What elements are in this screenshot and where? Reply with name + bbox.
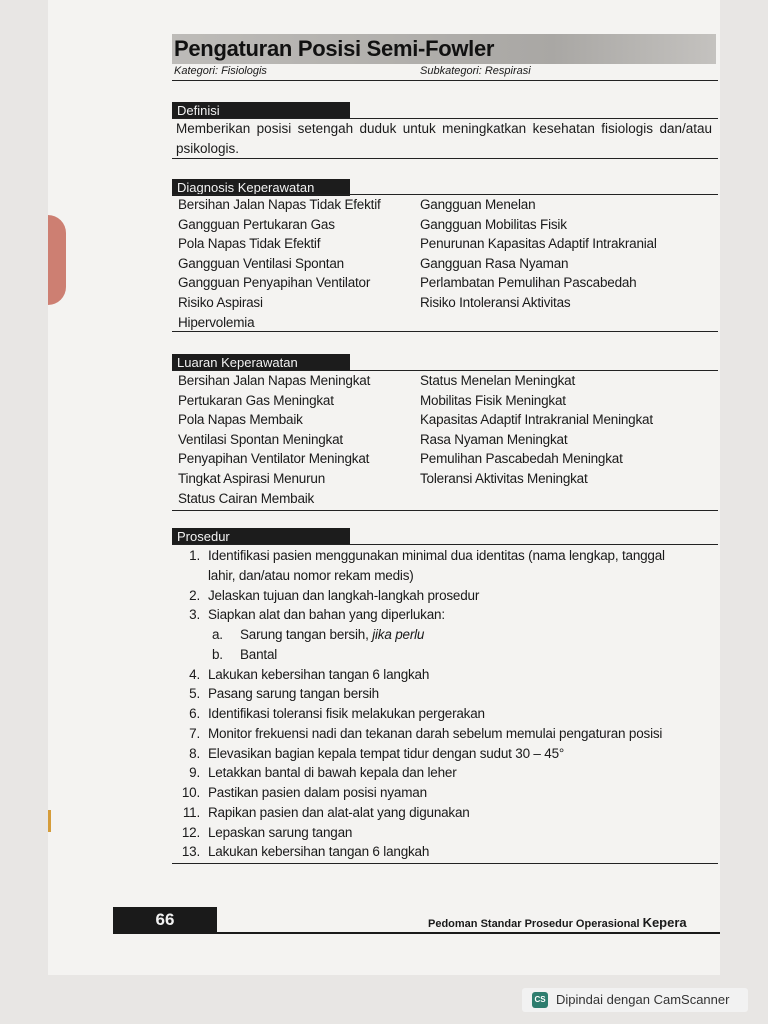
prosedur-number: 7. [189, 725, 200, 741]
prosedur-number: 10. [181, 785, 200, 800]
prosedur-text: Lakukan kebersihan tangan 6 langkah [208, 666, 430, 682]
luaran-item: Pertukaran Gas Meningkat [178, 392, 334, 408]
prosedur-item [172, 823, 720, 843]
prosedur-text: Identifikasi toleransi fisik melakukan pergerakan [208, 706, 485, 721]
diagnosis-item: Gangguan Penyapihan Ventilator [178, 275, 371, 291]
prosedur-text: Jelaskan tujuan dan langkah-langkah prosedur [208, 587, 480, 603]
footer-text [428, 915, 720, 930]
prosedur-text: Identifikasi pasien menggunakan minimal dua identitas (nama lengkap, tanggal [208, 548, 665, 563]
section-line [172, 544, 718, 545]
section-line [172, 863, 718, 864]
prosedur-number: 8. [189, 745, 200, 761]
section-line [172, 510, 718, 511]
prosedur-number: 12. [181, 824, 200, 840]
prosedur-text: Rapikan pasien dan alat-alat yang digunakan [208, 804, 470, 820]
luaran-item: Bersihan Jalan Napas Meningkat [178, 373, 371, 388]
prosedur-item [172, 665, 720, 685]
prosedur-number: 6. [189, 706, 200, 721]
prosedur-subitem [172, 645, 720, 665]
title-rule [172, 80, 718, 81]
subitem-letter: a. [212, 627, 223, 642]
prosedur-item [172, 842, 720, 862]
diagnosis-item: Gangguan Mobilitas Fisik [420, 216, 567, 232]
prosedur-number: 3. [189, 607, 200, 623]
diagnosis-item: Risiko Intoleransi Aktivitas [420, 295, 571, 310]
prosedur-item [172, 783, 720, 803]
prosedur-text: Pastikan pasien dalam posisi nyaman [208, 785, 427, 800]
luaran-item: Pemulihan Pascabedah Meningkat [420, 451, 623, 467]
prosedur-text: Monitor frekuensi nadi dan tekanan darah sebelum memulai pengaturan posisi [208, 725, 663, 741]
prosedur-item [172, 546, 720, 566]
footer-title-cut: Kepera [642, 915, 687, 930]
subitem-text [240, 645, 277, 665]
subitem-text [240, 625, 424, 645]
luaran-item: Toleransi Aktivitas Meningkat [420, 471, 588, 486]
prosedur-item [172, 803, 720, 823]
subitem-text-italic: jika perlu [372, 627, 425, 642]
subitem-text-main: Sarung tangan bersih, [240, 627, 373, 642]
page-number: 66 [113, 907, 217, 933]
edge-mark [48, 215, 66, 305]
camscanner-label: Dipindai dengan CamScanner [556, 992, 730, 1007]
footer-title: Pedoman Standar Prosedur Operasional [428, 918, 643, 930]
prosedur-item [172, 704, 720, 724]
prosedur-item [172, 586, 720, 606]
section-line [172, 158, 718, 159]
luaran-item: Rasa Nyaman Meningkat [420, 431, 568, 447]
definisi-text: Memberikan posisi setengah duduk untuk meningkatkan kesehatan fisiologis dan/atau psikologis. [176, 121, 712, 156]
luaran-item: Status Cairan Membaik [178, 490, 315, 506]
edge-mark-small [48, 810, 51, 832]
subitem-letter: b. [212, 646, 223, 662]
prosedur-item [172, 684, 720, 704]
prosedur-number: 2. [189, 587, 200, 603]
kategori: Kategori: Fisiologis [174, 65, 267, 77]
prosedur-item [172, 744, 720, 764]
luaran-item: Status Menelan Meningkat [420, 373, 576, 388]
prosedur-text: lahir, dan/atau nomor rekam medis) [208, 567, 414, 583]
prosedur-text: Lepaskan sarung tangan [208, 824, 353, 840]
diagnosis-item: Gangguan Rasa Nyaman [420, 255, 569, 271]
diagnosis-item: Gangguan Menelan [420, 197, 536, 212]
prosedur-text: Pasang sarung tangan bersih [208, 686, 379, 702]
luaran-item: Pola Napas Membaik [178, 412, 303, 428]
prosedur-number: 11. [182, 804, 200, 820]
prosedur-number: 13. [181, 844, 200, 860]
prosedur-text: Lakukan kebersihan tangan 6 langkah [208, 844, 430, 860]
prosedur-text: Siapkan alat dan bahan yang diperlukan: [208, 607, 445, 623]
prosedur-text: Elevasikan bagian kepala tempat tidur dengan sudut 30 – 45° [208, 745, 565, 761]
prosedur-subitem [172, 625, 720, 645]
diagnosis-item: Bersihan Jalan Napas Tidak Efektif [178, 197, 381, 212]
footer-rule [113, 932, 720, 934]
section-line [172, 331, 718, 332]
camscanner-watermark [522, 988, 748, 1012]
luaran-item: Tingkat Aspirasi Menurun [178, 471, 326, 486]
prosedur-item [172, 724, 720, 744]
luaran-item: Mobilitas Fisik Meningkat [420, 392, 566, 408]
prosedur-number: 5. [189, 686, 200, 702]
diagnosis-item: Risiko Aspirasi [178, 295, 263, 310]
section-diagnosis-heading: Diagnosis Keperawatan [172, 179, 350, 196]
subitem-text-main: Bantal [240, 646, 278, 662]
camscanner-icon: CS [532, 992, 548, 1008]
section-definisi-heading: Definisi [172, 102, 350, 119]
subkategori: Subkategori: Respirasi [420, 65, 531, 77]
section-luaran-heading: Luaran Keperawatan [172, 354, 350, 371]
diagnosis-item: Perlambatan Pemulihan Pascabedah [420, 275, 637, 291]
diagnosis-item: Gangguan Ventilasi Spontan [178, 255, 344, 271]
page-title: Pengaturan Posisi Semi-Fowler [174, 36, 495, 61]
luaran-item: Ventilasi Spontan Meningkat [178, 431, 343, 447]
prosedur-number: 1. [189, 548, 200, 563]
section-prosedur-heading: Prosedur [172, 528, 350, 545]
prosedur-item [172, 763, 720, 783]
prosedur-item [172, 605, 720, 625]
diagnosis-item: Gangguan Pertukaran Gas [178, 216, 335, 232]
category-line [174, 65, 718, 79]
diagnosis-item: Hipervolemia [178, 314, 255, 330]
prosedur-number: 4. [189, 666, 200, 682]
luaran-item: Penyapihan Ventilator Meningkat [178, 451, 370, 467]
prosedur-number: 9. [189, 765, 200, 781]
diagnosis-item: Penurunan Kapasitas Adaptif Intrakranial [420, 236, 657, 252]
luaran-item: Kapasitas Adaptif Intrakranial Meningkat [420, 412, 653, 428]
diagnosis-item: Pola Napas Tidak Efektif [178, 236, 321, 252]
prosedur-item [172, 566, 720, 586]
prosedur-text: Letakkan bantal di bawah kepala dan leher [208, 765, 457, 781]
